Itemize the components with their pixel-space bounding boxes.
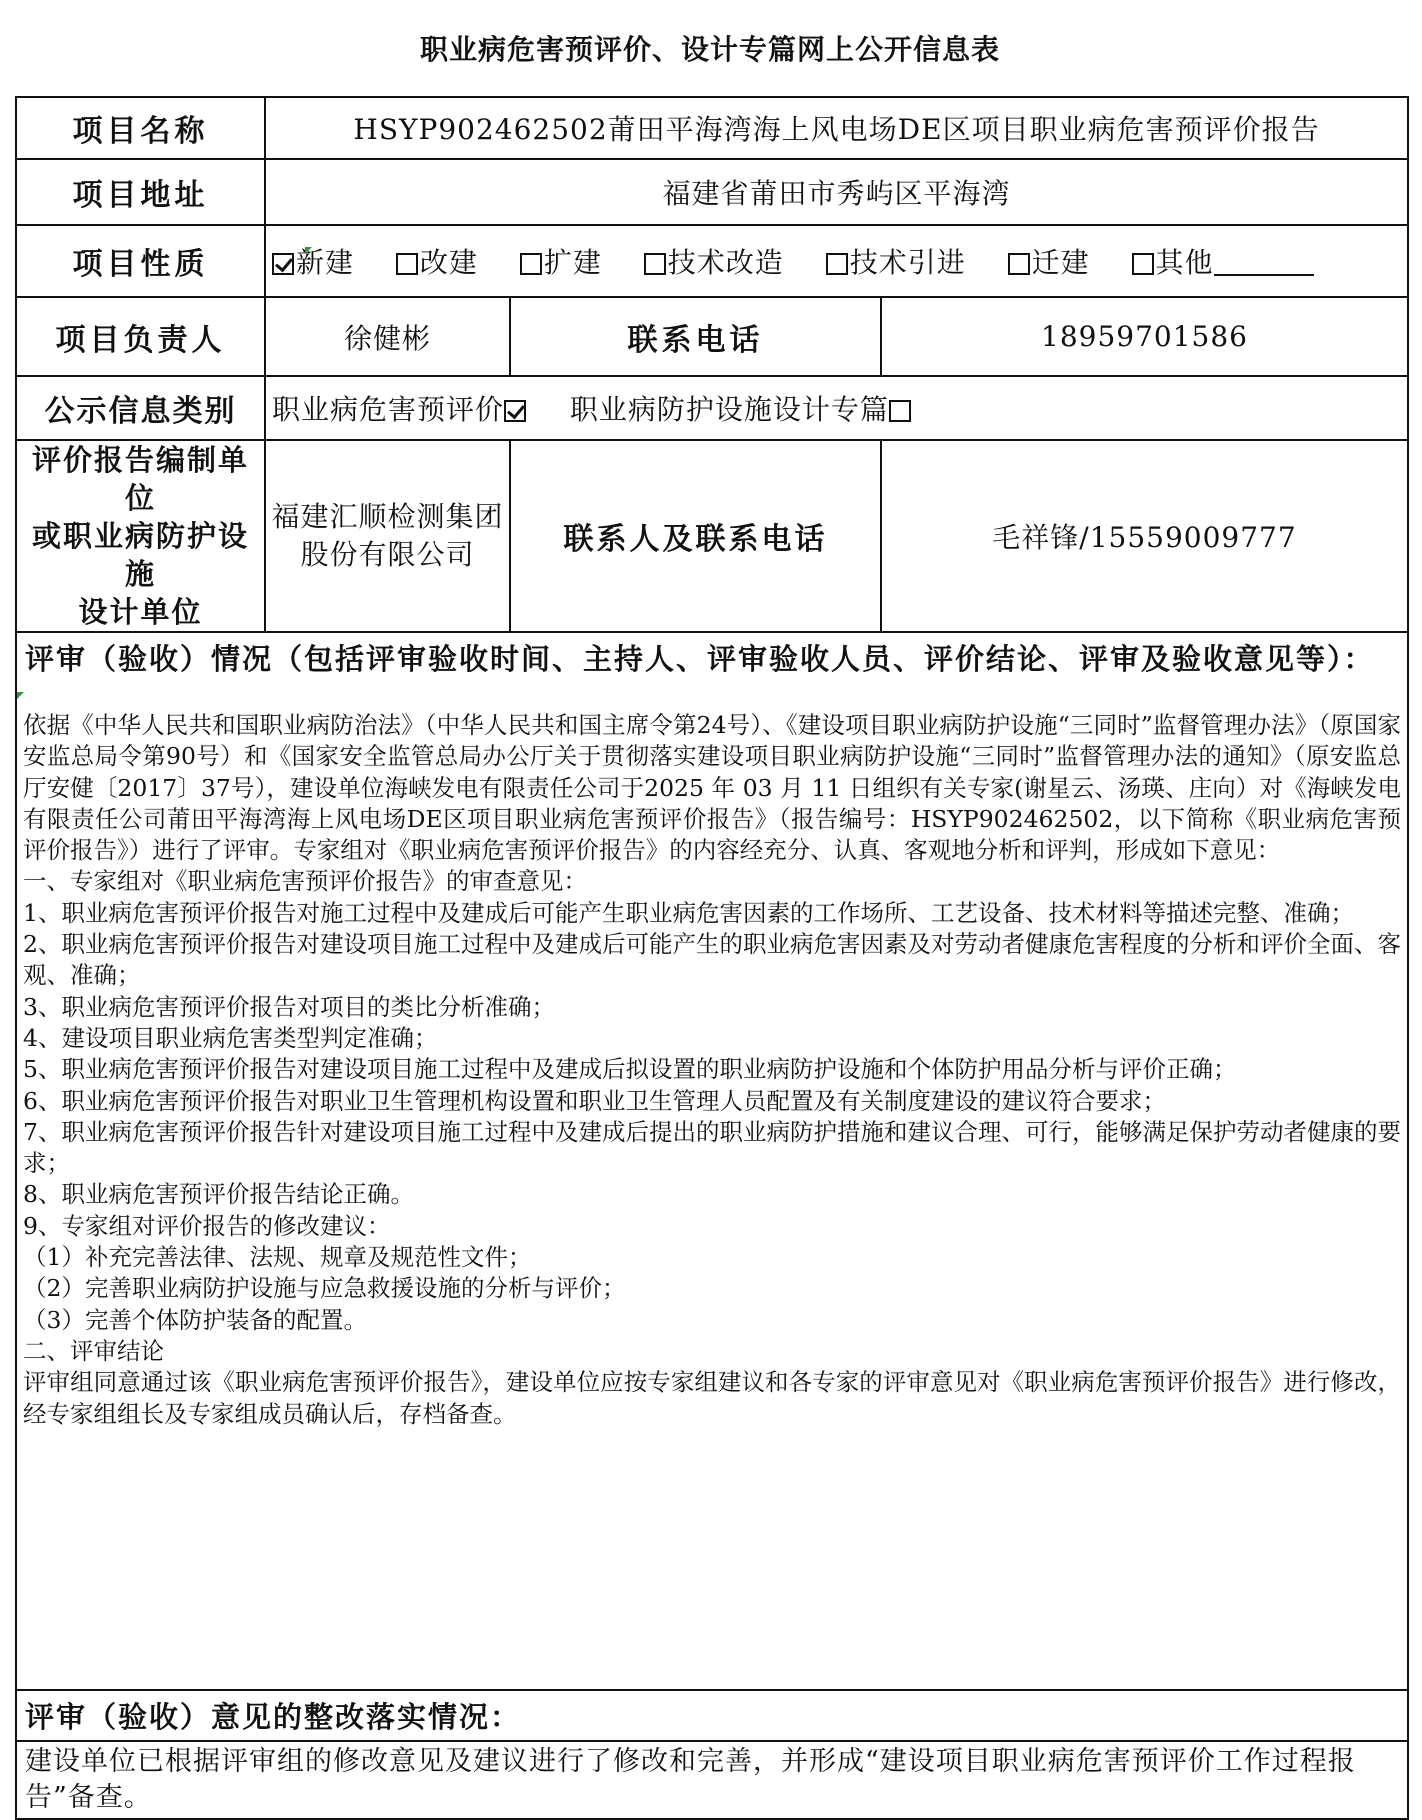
phone-label: 联系电话 bbox=[510, 297, 881, 376]
review-paragraph: 9、专家组对评价报告的修改建议： bbox=[23, 1211, 391, 1240]
review-paragraph: 二、评审结论 bbox=[23, 1336, 164, 1365]
checkbox-empty-icon[interactable] bbox=[826, 253, 848, 275]
row-unit bbox=[16, 440, 1408, 632]
row-rectification-heading bbox=[16, 1690, 1408, 1741]
row-project-name bbox=[16, 97, 1408, 159]
project-address-label: 项目地址 bbox=[16, 159, 265, 225]
checkbox-empty-icon[interactable] bbox=[889, 400, 911, 422]
row-rectification-body bbox=[16, 1741, 1408, 1819]
checkbox-empty-icon[interactable] bbox=[520, 253, 542, 275]
option-rebuild[interactable]: 改建 bbox=[396, 246, 478, 279]
option-new-build[interactable]: 新建 bbox=[272, 246, 354, 279]
review-paragraph: 7、职业病危害预评价报告针对建设项目施工过程中及建成后提出的职业病防护措施和建议合理、可行，能够满足保护劳动者健康的要求； bbox=[23, 1117, 1401, 1178]
option-pre-evaluation[interactable]: 职业病危害预评价 bbox=[272, 393, 528, 426]
option-tech-renovation[interactable]: 技术改造 bbox=[644, 246, 784, 279]
checkbox-empty-icon[interactable] bbox=[1132, 253, 1154, 275]
option-expansion[interactable]: 扩建 bbox=[520, 246, 602, 279]
cell-comment-marker-icon bbox=[305, 247, 312, 254]
review-paragraph: 5、职业病危害预评价报告对建设项目施工过程中及建成后拟设置的职业病防护设施和个体防护用品分析与评价正确； bbox=[23, 1055, 1237, 1084]
review-paragraph: 6、职业病危害预评价报告对职业卫生管理机构设置和职业卫生管理人员配置及有关制度建设的建议符合要求； bbox=[23, 1086, 1166, 1115]
row-project-address bbox=[16, 159, 1408, 225]
checkbox-checked-icon[interactable] bbox=[272, 253, 294, 275]
contact-label: 联系人及联系电话 bbox=[510, 440, 881, 632]
review-paragraph: 3、职业病危害预评价报告对项目的类比分析准确； bbox=[23, 992, 555, 1021]
review-paragraph: 1、职业病危害预评价报告对施工过程中及建成后可能产生职业病危害因素的工作场所、工艺设备、技术材料等描述完整、准确； bbox=[23, 898, 1354, 927]
unit-name: 福建汇顺检测集团 股份有限公司 bbox=[265, 440, 510, 632]
option-design-chapter[interactable]: 职业病防护设施设计专篇 bbox=[570, 393, 913, 426]
review-paragraph: 4、建设项目职业病危害类型判定准确； bbox=[23, 1023, 438, 1052]
project-nature-options bbox=[265, 225, 1408, 297]
option-tech-introduction[interactable]: 技术引进 bbox=[826, 246, 966, 279]
cell-comment-marker-icon bbox=[17, 692, 24, 699]
checkbox-empty-icon[interactable] bbox=[396, 253, 418, 275]
review-heading: 评审（验收）情况（包括评审验收时间、主持人、评审验收人员、评价结论、评审及验收意见等）： bbox=[16, 632, 1408, 708]
option-relocation[interactable]: 迁建 bbox=[1008, 246, 1090, 279]
review-paragraph: 一、专家组对《职业病危害预评价报告》的审查意见： bbox=[23, 867, 587, 896]
info-category-options bbox=[265, 376, 1408, 440]
project-name-value: HSYP902462502莆田平海湾海上风电场DE区项目职业病危害预评价报告 bbox=[265, 97, 1408, 159]
rectification-heading: 评审（验收）意见的整改落实情况： bbox=[16, 1690, 1408, 1741]
review-paragraph: 依据《中华人民共和国职业病防治法》（中华人民共和国主席令第24号）、《建设项目职业病防护设施“三同时”监督管理办法》（原国家安监总局令第90号）和《国家安全监管总局办公厅关于贯彻落实建设项目职业病防护设施“三同时”监督管理办法的通知》（原安监总厅安健〔2017〕37号），建设单位海峡发电有限责任公司于2025 年 03 月 11 日组织有关专家(谢星云、汤瑛、庄向）对《海峡发电有限责任公司莆田平海湾海上风电场DE区项目职业病危害预评价报告》（报告编号：HSYP902462502，以下简称《职业病危害预评价报告》）进行了评审。专家组对《职业病危害预评价报告》的内容经充分、认真、客观地分析和评判，形成如下意见： bbox=[23, 711, 1401, 865]
review-paragraph: （3）完善个体防护装备的配置。 bbox=[23, 1305, 367, 1334]
row-project-nature bbox=[16, 225, 1408, 297]
rectification-body: 建设单位已根据评审组的修改意见及建议进行了修改和完善，并形成“建设项目职业病危害预评价工作过程报告”备查。 bbox=[16, 1741, 1408, 1819]
review-paragraph: 2、职业病危害预评价报告对建设项目施工过程中及建成后可能产生的职业病危害因素及对劳动者健康危害程度的分析和评价全面、客观、准确； bbox=[23, 930, 1401, 990]
review-paragraph: 评审组同意通过该《职业病危害预评价报告》，建设单位应按专家组建议和各专家的评审意见对《职业病危害预评价报告》进行修改，经专家组组长及专家组成员确认后，存档备查。 bbox=[23, 1368, 1401, 1428]
row-review-heading bbox=[16, 632, 1408, 708]
review-paragraph: （2）完善职业病防护设施与应急救援设施的分析与评价； bbox=[23, 1274, 626, 1303]
checkbox-checked-icon[interactable] bbox=[504, 400, 526, 422]
project-name-label: 项目名称 bbox=[16, 97, 265, 159]
checkbox-empty-icon[interactable] bbox=[644, 253, 666, 275]
project-address-value: 福建省莆田市秀屿区平海湾 bbox=[265, 159, 1408, 225]
project-nature-label: 项目性质 bbox=[16, 225, 265, 297]
review-paragraph: 8、职业病危害预评价报告结论正确。 bbox=[23, 1180, 414, 1209]
option-other[interactable]: 其他 bbox=[1132, 246, 1314, 279]
row-project-manager bbox=[16, 297, 1408, 376]
other-blank-line bbox=[1214, 248, 1314, 276]
unit-label: 评价报告编制单位 或职业病防护设施 设计单位 bbox=[16, 440, 265, 632]
phone-value: 18959701586 bbox=[881, 297, 1408, 376]
page-title: 职业病危害预评价、设计专篇网上公开信息表 bbox=[419, 33, 1000, 66]
contact-value: 毛祥锋/15559009777 bbox=[881, 440, 1408, 632]
checkbox-empty-icon[interactable] bbox=[1008, 253, 1030, 275]
review-paragraph: （1）补充完善法律、法规、规章及规范性文件； bbox=[23, 1243, 532, 1272]
project-manager-label: 项目负责人 bbox=[16, 297, 265, 376]
review-body bbox=[16, 708, 1408, 1690]
project-manager-value: 徐健彬 bbox=[265, 297, 510, 376]
info-table bbox=[15, 96, 1409, 1820]
row-info-category bbox=[16, 376, 1408, 440]
info-category-label: 公示信息类别 bbox=[16, 376, 265, 440]
row-review-body bbox=[16, 708, 1408, 1690]
